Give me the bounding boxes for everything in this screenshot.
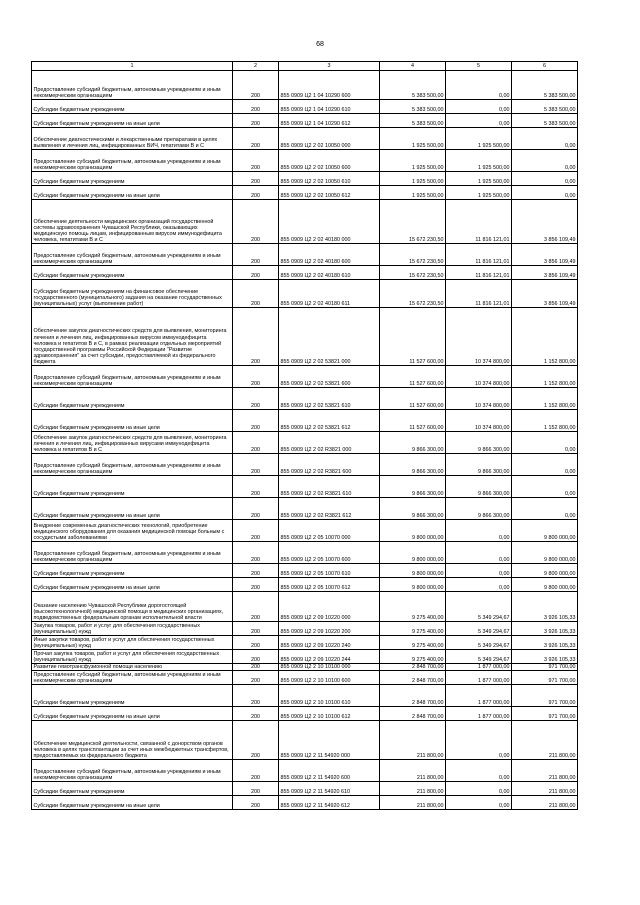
row-amount-total: 9 800 000,00: [380, 542, 446, 564]
row-amount-col6: 3 926 105,33: [512, 636, 578, 650]
row-name: Субсидии бюджетным учреждениям на иные цели: [32, 578, 233, 592]
row-name: Предоставление субсидий бюджетным, автономным учреждениям и иным некоммерческим организациям: [32, 542, 233, 564]
row-name: Закупка товаров, работ и услуг для обеспечения государственных (муниципальных) нужд: [32, 622, 233, 636]
row-name: Предоставление субсидий бюджетным, автономным учреждениям и иным некоммерческим организациям: [32, 671, 233, 685]
row-name: Субсидии бюджетным учреждениям: [32, 476, 233, 498]
row-classification: 855 0909 Ц2 2 10 10100 610: [279, 685, 380, 707]
row-amount-total: 15 672 230,50: [380, 280, 446, 308]
row-name: Субсидии бюджетным учреждениям: [32, 266, 233, 280]
row-classification: 855 0909 Ц2 2 02 R3821 610: [279, 476, 380, 498]
row-amount-col6: 3 856 109,49: [512, 280, 578, 308]
table-row: [32, 200, 578, 244]
table-row: [32, 410, 578, 432]
row-amount-col5: 10 374 800,00: [446, 308, 512, 366]
row-name: Предоставление субсидий бюджетным, автономным учреждениям и иным некоммерческим организациям: [32, 454, 233, 476]
table-row: [32, 454, 578, 476]
row-amount-col5: 9 866 300,00: [446, 432, 512, 454]
row-amount-col6: 211 800,00: [512, 796, 578, 810]
row-name: Субсидии бюджетным учреждениям: [32, 172, 233, 186]
table-row: [32, 578, 578, 592]
row-classification: 855 0909 Ц2 2 02 53821 610: [279, 388, 380, 410]
row-amount-total: 1 925 500,00: [380, 150, 446, 172]
table-row: [32, 685, 578, 707]
row-amount-col6: 971 700,00: [512, 664, 578, 671]
row-amount-col6: 5 383 500,00: [512, 114, 578, 128]
row-code: 200: [233, 266, 279, 280]
row-amount-col5: 9 866 300,00: [446, 454, 512, 476]
row-code: 200: [233, 578, 279, 592]
row-name: Субсидии бюджетным учреждениям: [32, 685, 233, 707]
row-name: Предоставление субсидий бюджетным, автономным учреждениям и иным некоммерческим организациям: [32, 760, 233, 782]
row-amount-total: 211 800,00: [380, 796, 446, 810]
row-amount-col6: 3 926 105,33: [512, 650, 578, 664]
row-code: 200: [233, 760, 279, 782]
row-amount-total: 211 800,00: [380, 721, 446, 760]
row-classification: 855 0909 Ц2 2 11 54920 612: [279, 796, 380, 810]
row-amount-col5: 1 877 000,00: [446, 664, 512, 671]
row-amount-col6: 5 383 500,00: [512, 71, 578, 100]
row-classification: 855 0909 Ц2 2 11 54920 600: [279, 760, 380, 782]
row-name: Субсидии бюджетным учреждениям на иные цели: [32, 186, 233, 200]
row-amount-total: 5 383 500,00: [380, 71, 446, 100]
row-amount-col6: 3 856 109,49: [512, 200, 578, 244]
row-amount-col6: 211 800,00: [512, 782, 578, 796]
row-amount-col6: 3 926 105,33: [512, 622, 578, 636]
row-amount-total: 11 527 600,00: [380, 366, 446, 388]
row-name: Субсидии бюджетным учреждениям на иные цели: [32, 796, 233, 810]
row-amount-total: 9 866 300,00: [380, 432, 446, 454]
row-name: Субсидии бюджетным учреждениям на иные цели: [32, 707, 233, 721]
row-classification: 855 0909 Ц2 2 05 10070 600: [279, 542, 380, 564]
row-code: 200: [233, 100, 279, 114]
table-row: [32, 721, 578, 760]
table-row: [32, 664, 578, 671]
row-amount-col5: 1 877 000,00: [446, 707, 512, 721]
row-code: 200: [233, 308, 279, 366]
row-amount-col6: 211 800,00: [512, 760, 578, 782]
table-row: [32, 636, 578, 650]
row-amount-total: 2 848 700,00: [380, 707, 446, 721]
table-row: [32, 671, 578, 685]
row-amount-col6: 3 856 109,49: [512, 266, 578, 280]
row-code: 200: [233, 366, 279, 388]
row-name: Субсидии бюджетным учреждениям на иные цели: [32, 498, 233, 520]
row-classification: 855 0909 Ц2 2 09 10220 240: [279, 636, 380, 650]
row-code: 200: [233, 388, 279, 410]
row-amount-col5: 0,00: [446, 782, 512, 796]
row-classification: 855 0909 Ц2 1 04 10290 610: [279, 100, 380, 114]
row-classification: 855 0909 Ц2 2 02 40180 610: [279, 266, 380, 280]
row-code: 200: [233, 520, 279, 542]
row-amount-col6: 971 700,00: [512, 707, 578, 721]
row-classification: 855 0909 Ц2 2 02 R3821 612: [279, 498, 380, 520]
row-amount-total: 11 527 600,00: [380, 308, 446, 366]
row-amount-col5: 0,00: [446, 71, 512, 100]
row-code: 200: [233, 542, 279, 564]
row-amount-col5: 11 816 121,01: [446, 266, 512, 280]
row-amount-col6: 1 152 800,00: [512, 366, 578, 388]
row-classification: 855 0909 Ц2 2 02 40180 611: [279, 280, 380, 308]
row-code: 200: [233, 796, 279, 810]
row-code: 200: [233, 150, 279, 172]
table-row: [32, 244, 578, 266]
row-code: 200: [233, 172, 279, 186]
row-amount-total: 9 866 300,00: [380, 498, 446, 520]
row-classification: 855 0909 Ц2 2 02 10050 600: [279, 150, 380, 172]
row-name: Субсидии бюджетным учреждениям на финансовое обеспечение государственного (муниципального) задания на оказание государственных (муниципальных) услуг (выполнение работ): [32, 280, 233, 308]
row-name: Субсидии бюджетным учреждениям на иные цели: [32, 410, 233, 432]
table-row: [32, 564, 578, 578]
row-classification: 855 0909 Ц2 1 04 10290 600: [279, 71, 380, 100]
row-name: Обеспечение деятельности медицинских организаций государственной системы здравоохранения Чувашской Республики, оказывающих медицинскую помощь лицам, инфицированным вирусом иммунодефицита человека, гепатитами В и С: [32, 200, 233, 244]
table-row: [32, 71, 578, 100]
row-name: Субсидии бюджетным учреждениям: [32, 388, 233, 410]
row-amount-total: 211 800,00: [380, 760, 446, 782]
row-code: 200: [233, 721, 279, 760]
table-body: [32, 62, 578, 810]
column-header: 6: [512, 62, 578, 71]
row-name: Предоставление субсидий бюджетным, автономным учреждениям и иным некоммерческим организациям: [32, 150, 233, 172]
page-number: 68: [316, 41, 324, 48]
row-classification: 855 0909 Ц2 2 02 R3821 000: [279, 432, 380, 454]
row-amount-col5: 0,00: [446, 760, 512, 782]
row-amount-col6: 0,00: [512, 432, 578, 454]
table-row: [32, 114, 578, 128]
row-amount-col5: 1 925 500,00: [446, 128, 512, 150]
row-amount-total: 1 925 500,00: [380, 186, 446, 200]
row-amount-col5: 10 374 800,00: [446, 388, 512, 410]
row-code: 200: [233, 685, 279, 707]
row-amount-col6: 0,00: [512, 186, 578, 200]
row-name: Оказание населению Чувашской Республики дорогостоящей (высокотехнологичной) медицинской помощи в медицинских организациях, подведомственных федеральным органам исполнительной власти: [32, 592, 233, 622]
row-classification: 855 0909 Ц2 2 02 10050 612: [279, 186, 380, 200]
row-amount-col5: 1 877 000,00: [446, 671, 512, 685]
table-row: [32, 172, 578, 186]
row-code: 200: [233, 280, 279, 308]
row-name: Обеспечение медицинской деятельности, связанной с донорством органов человека в целях трансплантации за счет иных межбюджетных трансфертов, предоставляемых из федерального бюджета: [32, 721, 233, 760]
row-amount-col6: 3 856 109,49: [512, 244, 578, 266]
row-amount-col6: 9 800 000,00: [512, 542, 578, 564]
row-amount-total: 9 275 400,00: [380, 636, 446, 650]
row-amount-total: 1 925 500,00: [380, 128, 446, 150]
row-amount-col6: 0,00: [512, 128, 578, 150]
budget-table: [31, 61, 578, 810]
row-name: Обеспечение закупок диагностических средств для выявления, мониторинга лечения и лечения лиц, инфицированных вирусами иммунодефицита человека и гепатитов В и С: [32, 432, 233, 454]
row-amount-col6: 0,00: [512, 454, 578, 476]
row-name: Субсидии бюджетным учреждениям на иные цели: [32, 114, 233, 128]
table-row: [32, 100, 578, 114]
row-amount-total: 9 866 300,00: [380, 454, 446, 476]
row-amount-total: 1 925 500,00: [380, 172, 446, 186]
row-amount-total: 15 672 230,50: [380, 200, 446, 244]
table-row: [32, 266, 578, 280]
row-amount-col5: 11 816 121,01: [446, 280, 512, 308]
row-classification: 855 0909 Ц2 2 05 10070 000: [279, 520, 380, 542]
row-amount-col6: 9 800 000,00: [512, 564, 578, 578]
table-row: [32, 542, 578, 564]
row-classification: 855 0909 Ц2 2 10 10100 612: [279, 707, 380, 721]
table-row: [32, 592, 578, 622]
row-name: Развитие гемотрансфузионной помощи населению: [32, 664, 233, 671]
row-amount-col5: 0,00: [446, 114, 512, 128]
row-classification: 855 0909 Ц2 2 10 10100 600: [279, 671, 380, 685]
row-amount-total: 9 866 300,00: [380, 476, 446, 498]
row-amount-col5: 9 866 300,00: [446, 476, 512, 498]
row-amount-total: 9 275 400,00: [380, 650, 446, 664]
row-code: 200: [233, 114, 279, 128]
table-row: [32, 650, 578, 664]
row-code: 200: [233, 592, 279, 622]
row-classification: 855 0909 Ц2 2 02 53821 600: [279, 366, 380, 388]
row-name: Субсидии бюджетным учреждениям: [32, 100, 233, 114]
row-amount-col6: 9 800 000,00: [512, 578, 578, 592]
row-amount-col5: 1 877 000,00: [446, 685, 512, 707]
row-name: Обеспечение закупок диагностических средств для выявления, мониторинга лечения и лечения лиц, инфицированных вирусом иммунодефицита человека и гепатитов В и С, в рамках реализации отдельных мероприятий государственной программы Российской Федерации "Развитие здравоохранения" за счет субсидии, предоставляемой из федерального бюджета: [32, 308, 233, 366]
row-amount-col5: 11 816 121,01: [446, 244, 512, 266]
row-amount-total: 5 383 500,00: [380, 100, 446, 114]
row-amount-col6: 1 152 800,00: [512, 410, 578, 432]
row-amount-col6: 211 800,00: [512, 721, 578, 760]
row-amount-total: 9 275 400,00: [380, 592, 446, 622]
row-classification: 855 0909 Ц2 2 02 53821 000: [279, 308, 380, 366]
row-code: 200: [233, 71, 279, 100]
row-amount-col6: 9 800 000,00: [512, 520, 578, 542]
row-classification: 855 0909 Ц2 2 09 10220 200: [279, 622, 380, 636]
row-amount-col5: 9 866 300,00: [446, 498, 512, 520]
row-code: 200: [233, 782, 279, 796]
row-amount-col5: 0,00: [446, 520, 512, 542]
row-classification: 855 0909 Ц2 2 02 40180 600: [279, 244, 380, 266]
row-amount-total: 11 527 600,00: [380, 388, 446, 410]
row-amount-col6: 1 152 800,00: [512, 388, 578, 410]
row-classification: 855 0909 Ц2 2 05 10070 610: [279, 564, 380, 578]
row-amount-col6: 5 383 500,00: [512, 100, 578, 114]
table-row: [32, 476, 578, 498]
row-amount-col5: 0,00: [446, 100, 512, 114]
row-amount-col5: 1 925 500,00: [446, 150, 512, 172]
row-name: Субсидии бюджетным учреждениям: [32, 782, 233, 796]
row-amount-col6: 971 700,00: [512, 671, 578, 685]
table-row: [32, 186, 578, 200]
row-code: 200: [233, 707, 279, 721]
row-classification: 855 0909 Ц2 2 11 54920 610: [279, 782, 380, 796]
row-classification: 855 0909 Ц2 2 09 10220 244: [279, 650, 380, 664]
row-amount-total: 9 800 000,00: [380, 578, 446, 592]
row-name: Внедрение современных диагностических технологий, приобретение медицинского оборудования для оказания медицинской помощи больным с сосудистыми заболеваниями: [32, 520, 233, 542]
row-amount-total: 2 848 700,00: [380, 671, 446, 685]
row-amount-col5: 5 349 294,67: [446, 622, 512, 636]
row-amount-col6: 0,00: [512, 150, 578, 172]
table-row: [32, 782, 578, 796]
column-header: 3: [279, 62, 380, 71]
row-amount-total: 9 800 000,00: [380, 520, 446, 542]
column-header: 1: [32, 62, 233, 71]
table-row: [32, 366, 578, 388]
table-row: [32, 498, 578, 520]
table-row: [32, 150, 578, 172]
row-code: 200: [233, 454, 279, 476]
row-amount-total: 211 800,00: [380, 782, 446, 796]
table-row: [32, 760, 578, 782]
table-row: [32, 432, 578, 454]
row-name: Предоставление субсидий бюджетным, автономным учреждениям и иным некоммерческим организациям: [32, 366, 233, 388]
row-amount-total: 15 672 230,50: [380, 266, 446, 280]
row-amount-col5: 0,00: [446, 542, 512, 564]
row-classification: 855 0909 Ц2 2 09 10220 000: [279, 592, 380, 622]
row-code: 200: [233, 244, 279, 266]
row-amount-col6: 0,00: [512, 476, 578, 498]
row-amount-col5: 1 925 500,00: [446, 172, 512, 186]
row-amount-col5: 0,00: [446, 796, 512, 810]
row-amount-total: 11 527 600,00: [380, 410, 446, 432]
row-name: Предоставление субсидий бюджетным, автономным учреждениям и иным некоммерческим организациям: [32, 244, 233, 266]
table-row: [32, 622, 578, 636]
row-amount-col5: 1 925 500,00: [446, 186, 512, 200]
row-amount-col5: 0,00: [446, 564, 512, 578]
row-code: 200: [233, 650, 279, 664]
row-classification: 855 0909 Ц2 2 02 10050 000: [279, 128, 380, 150]
row-code: 200: [233, 432, 279, 454]
row-classification: 855 0909 Ц2 2 11 54920 000: [279, 721, 380, 760]
row-name: Субсидии бюджетным учреждениям: [32, 564, 233, 578]
row-name: Прочая закупка товаров, работ и услуг для обеспечения государственных (муниципальных) нужд: [32, 650, 233, 664]
row-amount-col6: 0,00: [512, 172, 578, 186]
row-classification: 855 0909 Ц2 2 02 53821 612: [279, 410, 380, 432]
table-row: [32, 308, 578, 366]
column-header: 2: [233, 62, 279, 71]
row-classification: 855 0909 Ц2 2 02 40180 000: [279, 200, 380, 244]
row-code: 200: [233, 636, 279, 650]
row-amount-total: 2 848 700,00: [380, 664, 446, 671]
row-amount-col6: 0,00: [512, 498, 578, 520]
row-classification: 855 0909 Ц2 2 02 R3821 600: [279, 454, 380, 476]
table-row: [32, 388, 578, 410]
row-amount-total: 5 383 500,00: [380, 114, 446, 128]
row-amount-col5: 5 349 294,67: [446, 592, 512, 622]
row-code: 200: [233, 664, 279, 671]
row-classification: 855 0909 Ц2 2 10 10100 000: [279, 664, 380, 671]
table-row: [32, 520, 578, 542]
row-amount-col5: 5 349 294,67: [446, 636, 512, 650]
row-code: 200: [233, 622, 279, 636]
row-code: 200: [233, 671, 279, 685]
row-code: 200: [233, 410, 279, 432]
row-name: Иные закупки товаров, работ и услуг для обеспечения государственных (муниципальных) нужд: [32, 636, 233, 650]
row-classification: 855 0909 Ц2 1 04 10290 612: [279, 114, 380, 128]
row-amount-col5: 10 374 800,00: [446, 410, 512, 432]
row-amount-total: 9 275 400,00: [380, 622, 446, 636]
row-code: 200: [233, 200, 279, 244]
row-classification: 855 0909 Ц2 2 02 10050 610: [279, 172, 380, 186]
row-amount-total: 2 848 700,00: [380, 685, 446, 707]
table-header-row: [32, 62, 578, 71]
row-name: Предоставление субсидий бюджетным, автономным учреждениям и иным некоммерческим организациям: [32, 71, 233, 100]
table-row: [32, 796, 578, 810]
row-name: Обеспечение диагностическими и лекарственными препаратами в целях выявления и лечения лиц, инфицированных ВИЧ, гепатитами В и С: [32, 128, 233, 150]
row-amount-total: 9 800 000,00: [380, 564, 446, 578]
table-row: [32, 280, 578, 308]
row-amount-col5: 5 349 294,67: [446, 650, 512, 664]
row-amount-col5: 11 816 121,01: [446, 200, 512, 244]
row-amount-col6: 1 152 800,00: [512, 308, 578, 366]
column-header: 5: [446, 62, 512, 71]
row-code: 200: [233, 476, 279, 498]
row-amount-col6: 3 926 105,33: [512, 592, 578, 622]
row-amount-col5: 0,00: [446, 721, 512, 760]
row-code: 200: [233, 564, 279, 578]
table-row: [32, 128, 578, 150]
row-amount-col6: 971 700,00: [512, 685, 578, 707]
row-code: 200: [233, 498, 279, 520]
row-code: 200: [233, 128, 279, 150]
row-amount-col5: 0,00: [446, 578, 512, 592]
row-code: 200: [233, 186, 279, 200]
row-amount-col5: 10 374 800,00: [446, 366, 512, 388]
row-classification: 855 0909 Ц2 2 05 10070 612: [279, 578, 380, 592]
row-amount-total: 15 672 230,50: [380, 244, 446, 266]
table-row: [32, 707, 578, 721]
column-header: 4: [380, 62, 446, 71]
